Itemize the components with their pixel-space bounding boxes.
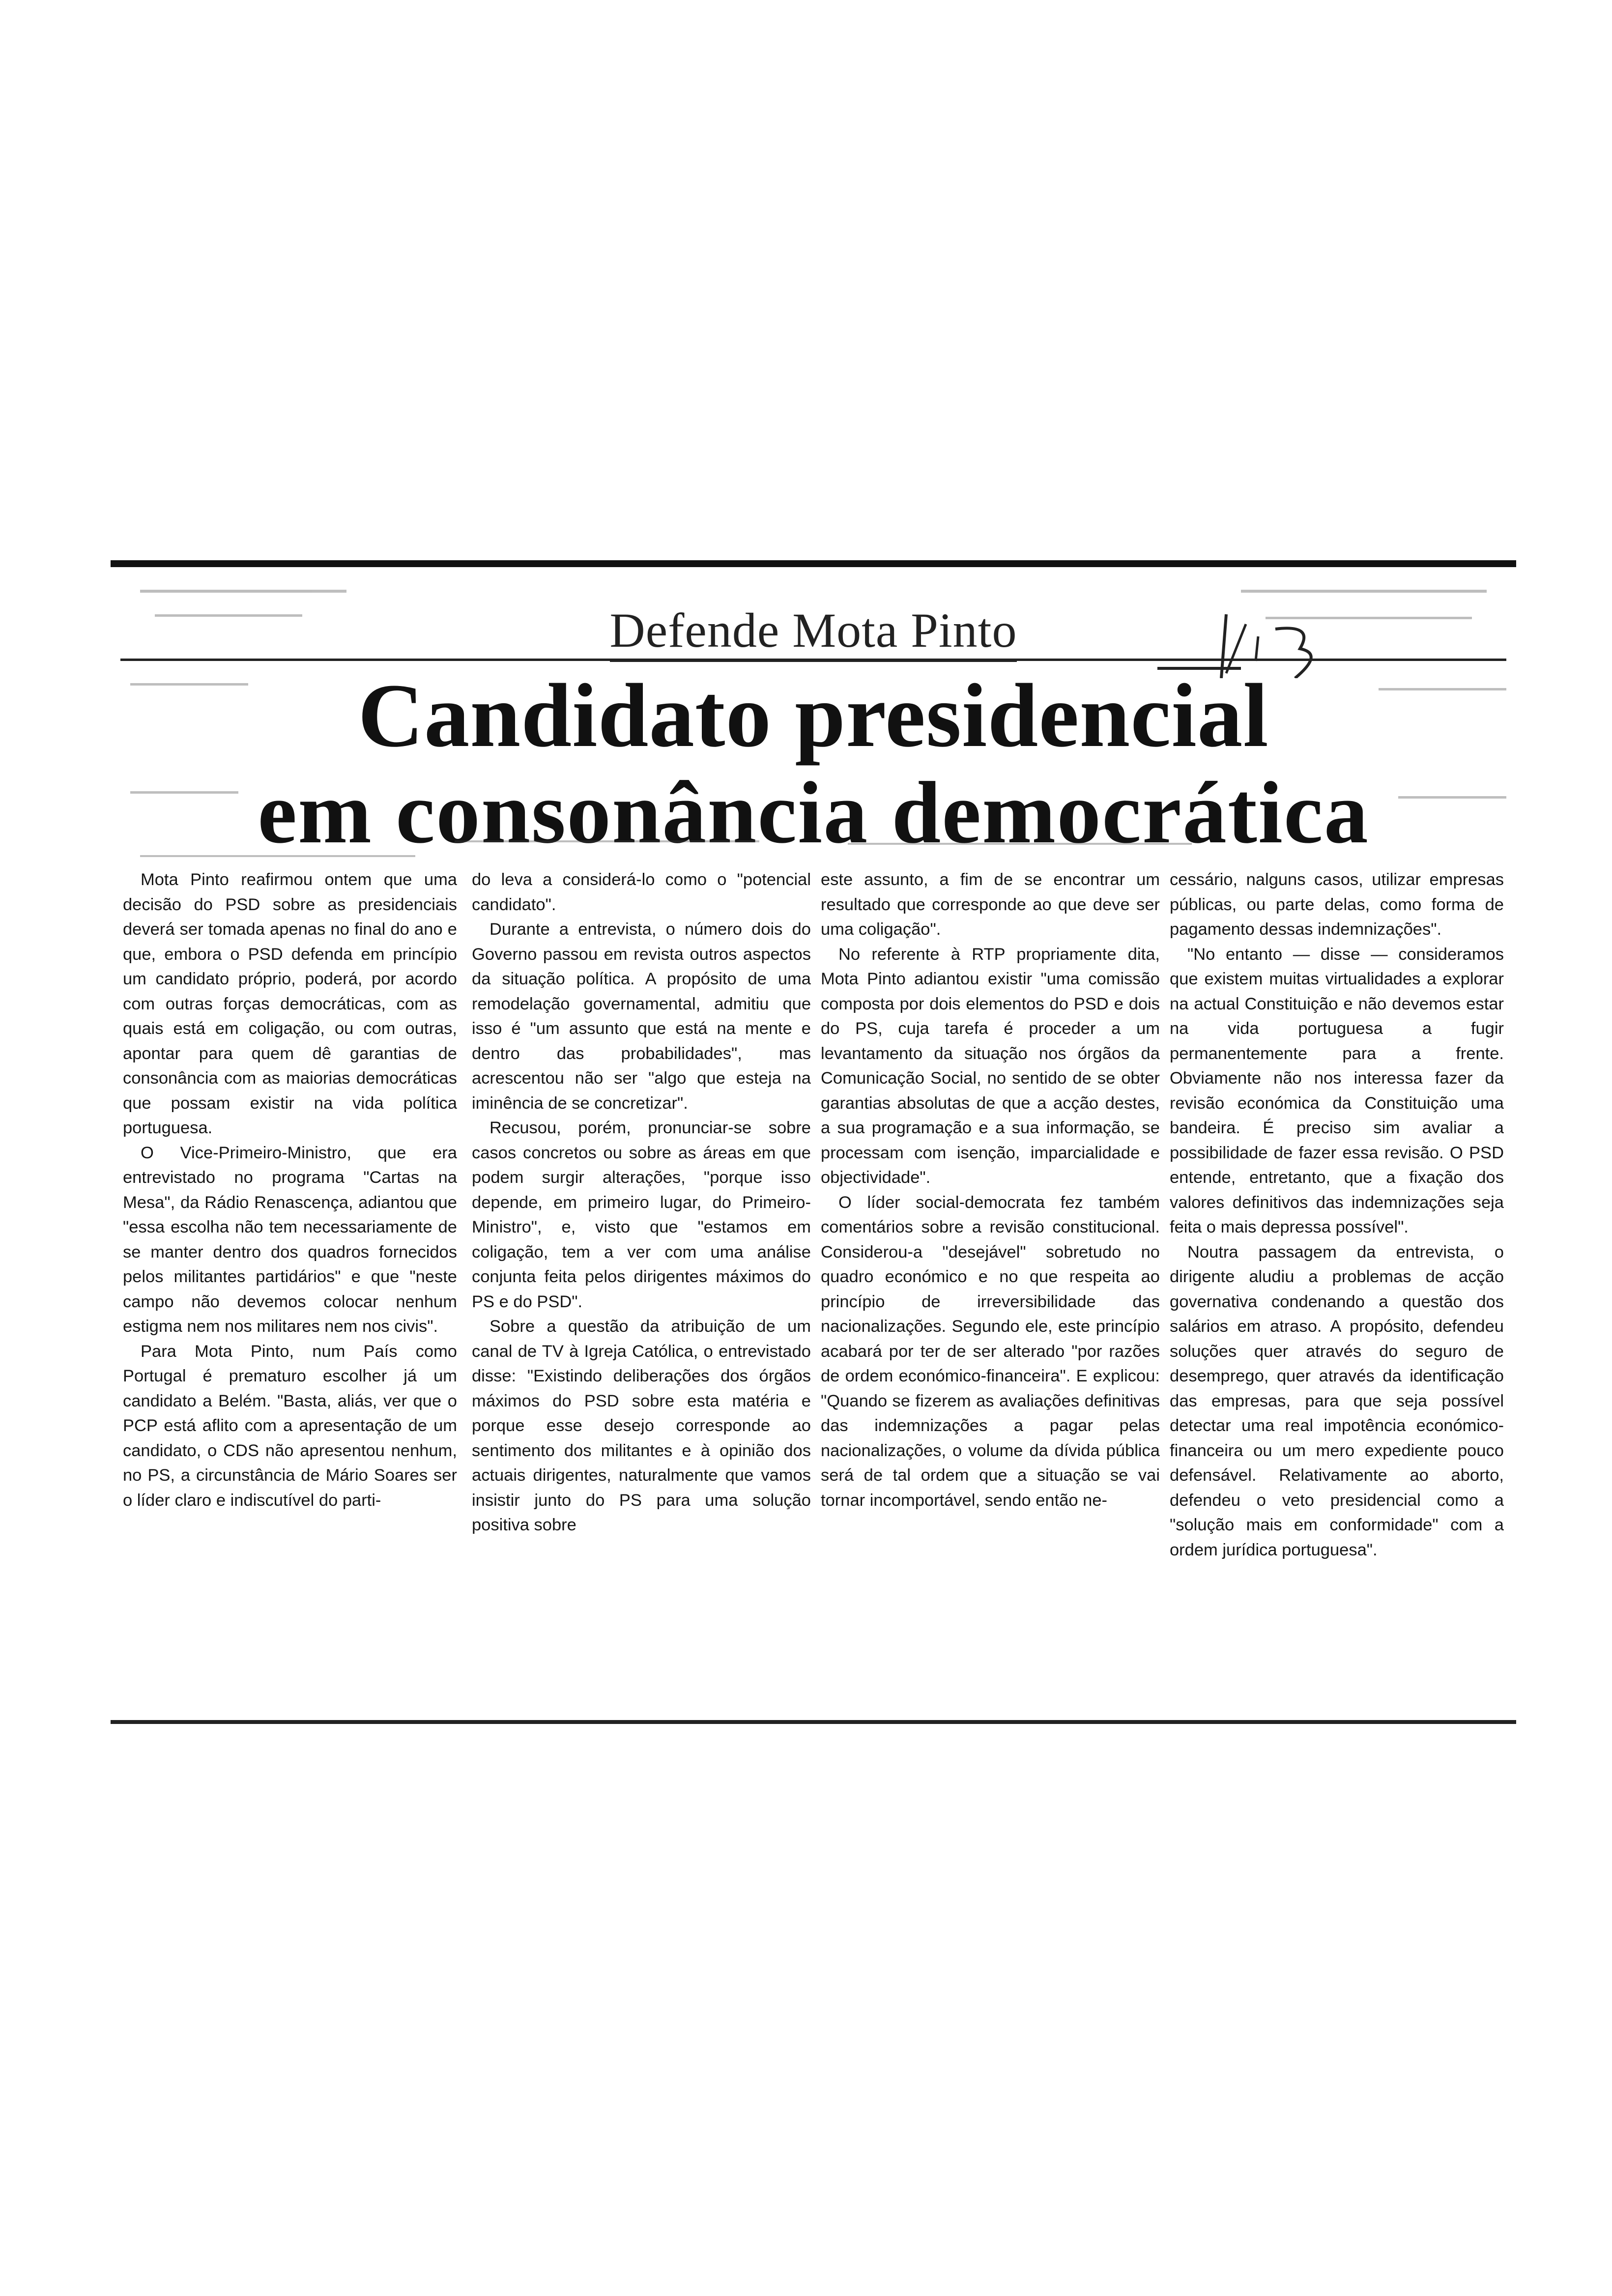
paragraph: Mota Pinto reafirmou ontem que uma decisão do PSD sobre as presidenciais deverá ser tomada apenas no final do ano e que, embora o PSD defenda em princípio um candidato próprio, poderá, por acordo com outras forças democráticas, com as quais está em coligação, ou com outras, apontar para quem dê garantias de consonância com as maiorias democráticas que possam existir na vida política portuguesa. [123, 870, 457, 1137]
paragraph: este assunto, a fim de se encontrar um resultado que corresponde ao que deve ser uma coligação". [821, 870, 1160, 939]
paragraph: Noutra passagem da entrevista, o dirigente aludiu a problemas de acção governativa condenando a questão dos salários em atraso. A propósito, defendeu soluções quer através do seguro de desemprego, quer através da identificação das empresas, para que seja possível detectar uma real impotência económico-financeira ou um mero expediente pouco defensável. Relativamente ao aborto, defendeu o veto presidencial como a "solução mais em conformidade" com a ordem jurídica portuguesa". [1170, 1242, 1504, 1559]
headline-line-2: em consonância democrática [258, 764, 1369, 861]
paragraph: do leva a considerá-lo como o "potencial candidato". [472, 870, 811, 914]
article-body [111, 867, 1516, 1713]
paragraph: No referente à RTP propriamente dita, Mota Pinto adiantou existir "uma comissão composta por dois elementos do PSD e dois do PS, cuja tarefa é proceder a um levantamento da situação nos órgãos da Comunicação Social, no sentido de se obter garantias absolutas de que a acção destes, a sua programação e a sua informação, se processam com isenção, imparcialidade e objectividade". [821, 945, 1160, 1187]
column-4 [1170, 867, 1504, 1713]
paragraph: Recusou, porém, pronunciar-se sobre casos concretos ou sobre as áreas em que podem surgir alterações, "porque isso depende, em primeiro lugar, do Primeiro-Ministro", e, visto que "estamos em coligação, tem a ver com uma análise conjunta feita pelos dirigentes máximos do PS e do PSD". [472, 1119, 811, 1311]
kicker-text: Defende Mota Pinto [610, 603, 1017, 662]
top-rule [111, 560, 1516, 567]
headline-line-1: Candidato presidencial [358, 665, 1269, 766]
paragraph: Sobre a questão da atribuição de um canal de TV à Igreja Católica, o entrevistado disse: "Existindo deliberações dos órgãos máximos do PSD sobre esta matéria e porque esse desejo corresponde ao sentimento dos militantes e à opinião dos actuais dirigentes, naturalmente que vamos insistir junto do PS para uma solução positiva sobre [472, 1317, 811, 1534]
column-2 [472, 867, 811, 1713]
paragraph: O líder social-democrata fez também comentários sobre a revisão constitucional. Considerou-a "desejável" sobretudo no quadro económico e no que respeita ao princípio de irreversibilidade das nacionalizações. Segundo ele, este princípio acabará por ter de ser alterado "por razões de ordem económico-financeira". E explicou: "Quando se fizerem as avaliações definitivas das indemnizações a pagar pelas nacionalizações, o volume da dívida pública será de tal ordem que a situação se vai tornar incomportável, sendo então ne- [821, 1193, 1160, 1510]
paragraph: cessário, nalguns casos, utilizar empresas públicas, ou parte delas, como forma de pagamento dessas indemnizações". [1170, 870, 1504, 939]
newspaper-clipping [111, 560, 1516, 1740]
bottom-rule [111, 1720, 1516, 1724]
paragraph: Para Mota Pinto, num País como Portugal é prematuro escolher já um candidato a Belém. "Basta, aliás, ver que o PCP está aflito com a apresentação de um candidato, o CDS não apresentou nenhum, no PS, a circunstância de Mário Soares ser o líder claro e indiscutível do parti- [123, 1342, 457, 1510]
paragraph: "No entanto — disse — consideramos que existem muitas virtualidades a explorar na actual Constituição e não devemos estar na vida portuguesa a fugir permanentemente para a frente. Obviamente não nos interessa fazer da revisão económica da Constituição uma bandeira. É preciso sim avaliar a possibilidade de fazer essa revisão. O PSD entende, entretanto, que a fixação dos valores definitivos das indemnizações seja feita o mais depressa possível". [1170, 945, 1504, 1236]
column-1 [123, 867, 457, 1713]
paragraph: O Vice-Primeiro-Ministro, que era entrevistado no programa "Cartas na Mesa", da Rádio Renascença, adiantou que "essa escolha não tem necessariamente de se manter dentro dos quadros fornecidos pelos militantes partidários" e que "neste campo não devemos colocar nenhum estigma nem nos militares nem nos civis". [123, 1143, 457, 1336]
paragraph: Durante a entrevista, o número dois do Governo passou em revista outros aspectos da situação política. A propósito de uma remodelação governamental, admitiu que isso é "um assunto que está na mente e dentro das probabilidades", mas acrescentou não ser "algo que esteja na iminência de se concretizar". [472, 920, 811, 1113]
kicker-rule [120, 659, 1506, 661]
column-3 [821, 867, 1160, 1713]
